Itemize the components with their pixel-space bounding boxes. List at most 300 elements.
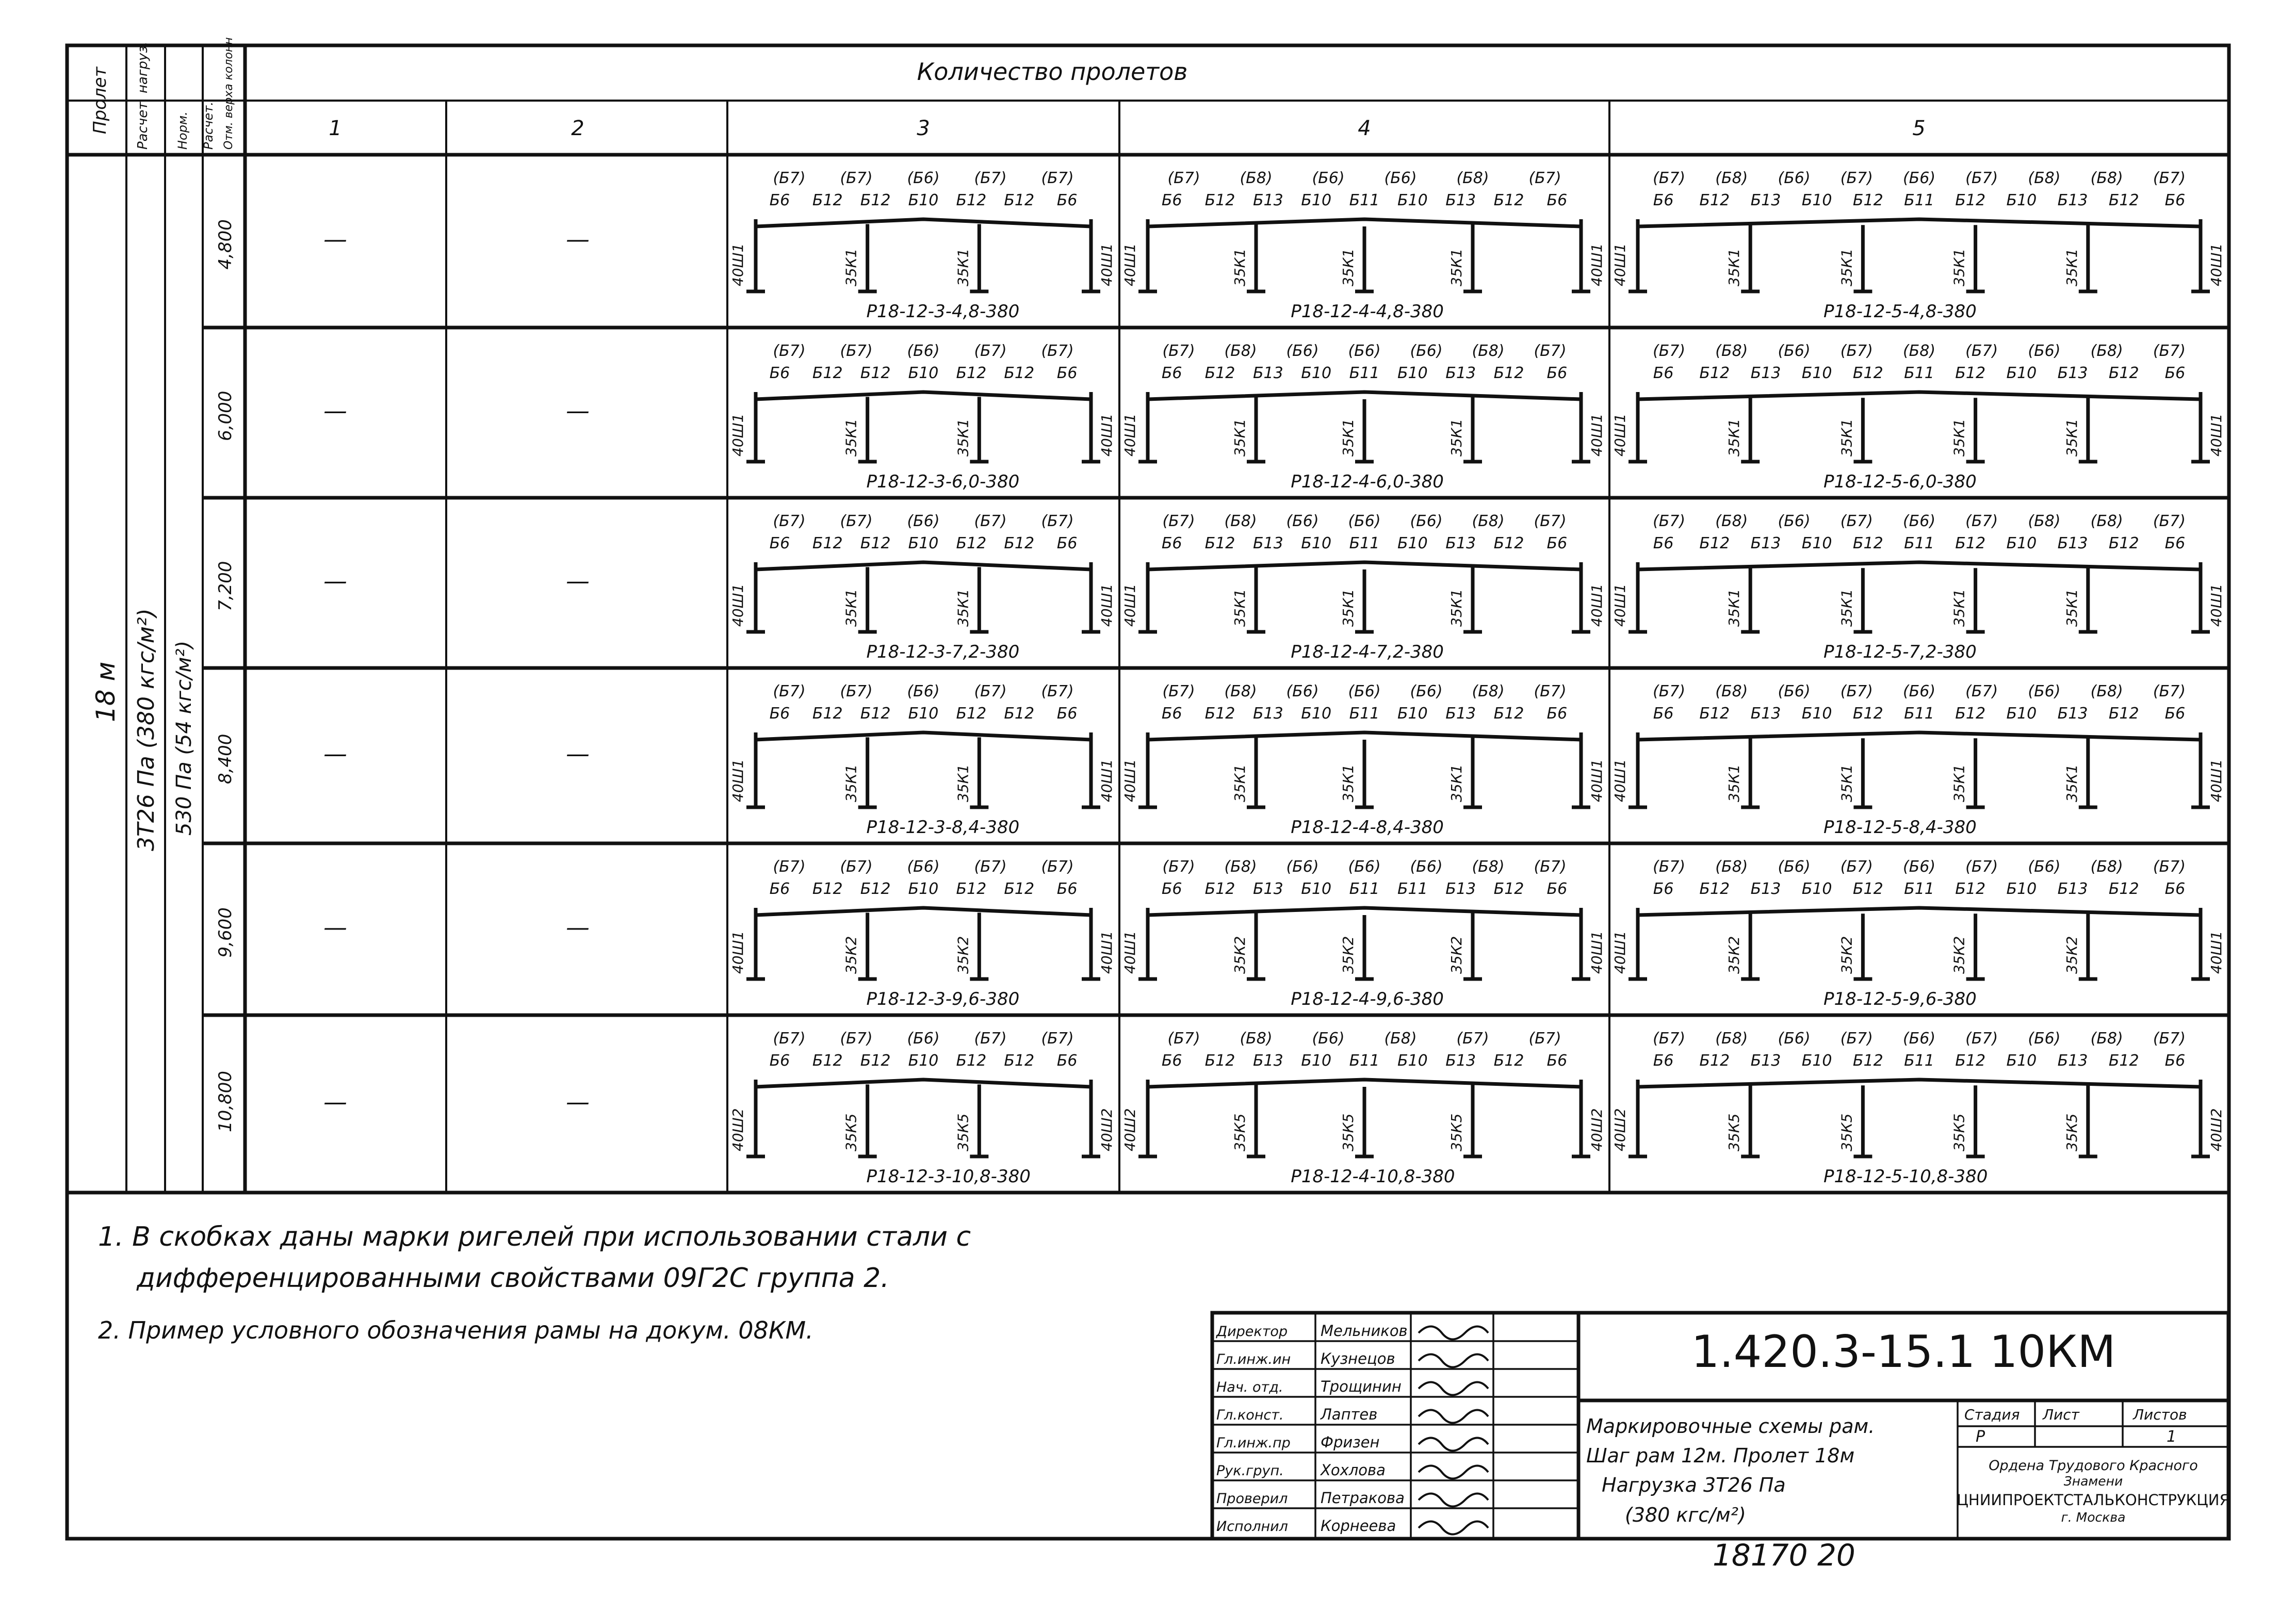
- alt-beam-mark: (Б7): [1840, 1030, 1873, 1048]
- beam-mark: Б10: [1301, 1052, 1332, 1070]
- alt-beam-mark: (Б6): [1778, 858, 1811, 876]
- signature: [1419, 1327, 1488, 1340]
- beam-mark: Б11: [1349, 364, 1380, 382]
- alt-beam-mark: (Б7): [1965, 1030, 1998, 1048]
- org-line-4: г. Москва: [2061, 1510, 2126, 1525]
- beam-mark: Б12: [1493, 364, 1524, 382]
- alt-beam-mark: (Б6): [2028, 682, 2061, 700]
- beam-mark: Б11: [1904, 364, 1934, 382]
- column-mark: 40Ш1: [2208, 243, 2225, 286]
- beam-mark: Б10: [1397, 1052, 1428, 1070]
- alt-beam-mark: (Б6): [2028, 1030, 2061, 1048]
- frame-scheme-4-spans: [1121, 342, 1605, 492]
- alt-beam-mark: (Б6): [1286, 512, 1319, 530]
- row-1: [215, 169, 2225, 322]
- beam-mark: Б10: [2006, 880, 2037, 898]
- alt-beam-mark: (Б7): [2153, 342, 2186, 360]
- beam-mark: Б6: [1653, 534, 1674, 552]
- beam-mark: Б10: [1397, 534, 1428, 552]
- beam-mark: Б6: [1653, 880, 1674, 898]
- beam-mark: Б12: [1493, 534, 1524, 552]
- beam-mark: Б10: [1801, 364, 1832, 382]
- alt-beam-mark: (Б6): [1902, 858, 1936, 876]
- alt-beam-mark: (Б7): [1965, 858, 1998, 876]
- frame-caption: Р18-12-4-8,4-380: [1291, 817, 1444, 838]
- column-mark: 40Ш1: [1098, 413, 1115, 456]
- alt-beam-mark: (Б6): [1902, 1030, 1936, 1048]
- roof-beam: [1638, 562, 2201, 569]
- frame-caption: Р18-12-5-9,6-380: [1823, 989, 1977, 1009]
- beam-mark: Б11: [1397, 880, 1428, 898]
- beam-mark: Б6: [1546, 705, 1568, 723]
- beam-mark: Б12: [860, 364, 891, 382]
- alt-beam-mark: (Б7): [1167, 169, 1200, 187]
- beam-mark: Б6: [1056, 880, 1078, 898]
- beam-mark: Б12: [956, 364, 987, 382]
- beam-mark: Б10: [2006, 1052, 2037, 1070]
- column-mark: 35К1: [1950, 589, 1968, 627]
- alt-beam-mark: (Б6): [907, 512, 940, 530]
- column-mark: 40Ш1: [1588, 931, 1605, 974]
- column-mark: 35К5: [1231, 1113, 1248, 1151]
- empty-cell-1: —: [323, 913, 347, 941]
- beam-mark: Б13: [1445, 191, 1476, 209]
- sheet-label: Лист: [2043, 1406, 2079, 1423]
- signature: [1419, 1438, 1488, 1451]
- column-mark: 35К5: [842, 1113, 860, 1151]
- signer-name: Кузнецов: [1321, 1350, 1395, 1367]
- beam-mark: Б13: [1445, 534, 1476, 552]
- column-mark: 40Ш2: [729, 1108, 746, 1151]
- column-mark: 35К1: [2063, 764, 2080, 802]
- column-mark: 35К5: [1448, 1113, 1465, 1151]
- signer-role: Гл.конст.: [1216, 1407, 1284, 1423]
- beam-mark: Б6: [1056, 191, 1078, 209]
- beam-mark: Б12: [1493, 880, 1524, 898]
- alt-beam-mark: (Б7): [1653, 512, 1686, 530]
- alt-beam-mark: (Б7): [1534, 682, 1567, 700]
- column-mark: 35К1: [1340, 764, 1357, 802]
- beam-mark: Б12: [1004, 191, 1035, 209]
- alt-beam-mark: (Б7): [773, 682, 806, 700]
- alt-beam-mark: (Б8): [1456, 169, 1489, 187]
- alt-beam-mark: (Б7): [2153, 682, 2186, 700]
- alt-beam-mark: (Б7): [1965, 342, 1998, 360]
- alt-beam-mark: (Б6): [907, 1030, 940, 1048]
- column-mark: 35К2: [954, 936, 972, 974]
- frame-caption: Р18-12-5-4,8-380: [1823, 301, 1977, 322]
- beam-mark: Б10: [1301, 364, 1332, 382]
- signer-name: Лаптев: [1321, 1406, 1378, 1423]
- frame-scheme-3-spans: [729, 682, 1115, 838]
- column-mark: 35К1: [1725, 589, 1743, 627]
- column-mark: 35К2: [1231, 936, 1248, 974]
- alt-beam-mark: (Б6): [1312, 1030, 1345, 1048]
- alt-beam-mark: (Б7): [974, 1030, 1007, 1048]
- column-mark: 40Ш1: [2208, 583, 2225, 627]
- alt-beam-mark: (Б6): [1348, 682, 1381, 700]
- frame-scheme-3-spans: [729, 1030, 1115, 1187]
- column-mark: 35К1: [954, 418, 972, 456]
- beam-mark: Б10: [1801, 534, 1832, 552]
- beam-mark: Б12: [1204, 705, 1235, 723]
- alt-beam-mark: (Б7): [1965, 512, 1998, 530]
- column-mark: 40Ш1: [1611, 243, 1629, 286]
- alt-beam-mark: (Б7): [840, 682, 873, 700]
- header-load-calc: Расчет.: [201, 102, 216, 150]
- column-mark: 40Ш1: [1121, 243, 1138, 286]
- frame-caption: Р18-12-4-10,8-380: [1291, 1166, 1455, 1187]
- column-mark: 40Ш1: [729, 413, 746, 456]
- beam-mark: Б12: [1204, 534, 1235, 552]
- alt-beam-mark: (Б8): [1472, 342, 1505, 360]
- beam-mark: Б13: [2057, 1052, 2088, 1070]
- column-mark: 35К1: [1231, 589, 1248, 627]
- signer-role: Директор: [1216, 1324, 1288, 1340]
- column-mark: 40Ш1: [729, 243, 746, 286]
- beam-mark: Б13: [1252, 534, 1283, 552]
- beam-mark: Б6: [2164, 880, 2186, 898]
- beam-mark: Б6: [2164, 364, 2186, 382]
- column-mark: 35К1: [1448, 418, 1465, 456]
- column-mark: 35К1: [1838, 764, 1855, 802]
- alt-beam-mark: (Б7): [1840, 169, 1873, 187]
- load-norm-value: 3Т26 Па (380 кгс/м²): [133, 608, 159, 851]
- empty-cell-1: —: [323, 225, 347, 253]
- alt-beam-mark: (Б7): [2153, 512, 2186, 530]
- beam-mark: Б13: [1750, 880, 1781, 898]
- alt-beam-mark: (Б7): [974, 858, 1007, 876]
- beam-mark: Б10: [1801, 705, 1832, 723]
- column-mark: 35К2: [1838, 936, 1855, 974]
- alt-beam-mark: (Б7): [1965, 682, 1998, 700]
- empty-cell-2: —: [566, 1088, 590, 1116]
- beam-mark: Б10: [1301, 705, 1332, 723]
- alt-beam-mark: (Б7): [1041, 858, 1074, 876]
- column-mark: 35К1: [842, 764, 860, 802]
- beam-mark: Б10: [1301, 880, 1332, 898]
- alt-beam-mark: (Б8): [1715, 1030, 1748, 1048]
- alt-beam-mark: (Б7): [2153, 169, 2186, 187]
- alt-beam-mark: (Б6): [1410, 512, 1443, 530]
- height-label: 10,800: [215, 1071, 236, 1132]
- beam-mark: Б11: [1904, 705, 1934, 723]
- column-mark: 35К1: [2063, 589, 2080, 627]
- alt-beam-mark: (Б8): [1224, 858, 1257, 876]
- frame-caption: Р18-12-5-7,2-380: [1823, 642, 1977, 662]
- span-count-5: 5: [1912, 117, 1926, 140]
- alt-beam-mark: (Б8): [1715, 682, 1748, 700]
- alt-beam-mark: (Б7): [1840, 682, 1873, 700]
- frame-caption: Р18-12-3-6,0-380: [866, 471, 1020, 492]
- beam-mark: Б6: [2164, 705, 2186, 723]
- column-mark: 35К5: [1340, 1113, 1357, 1151]
- beam-mark: Б6: [1161, 534, 1182, 552]
- alt-beam-mark: (Б7): [1528, 1030, 1561, 1048]
- roof-beam: [1148, 908, 1581, 915]
- column-mark: 35К1: [1448, 589, 1465, 627]
- beam-mark: Б12: [1004, 534, 1035, 552]
- empty-cell-1: —: [323, 1088, 347, 1116]
- signer-name: Мельников: [1321, 1322, 1408, 1340]
- frame-scheme-4-spans: [1121, 682, 1605, 838]
- column-mark: 40Ш1: [729, 759, 746, 802]
- frame-scheme-4-spans: [1121, 1030, 1605, 1187]
- signer-name: Фризен: [1321, 1433, 1380, 1451]
- alt-beam-mark: (Б8): [2090, 858, 2123, 876]
- alt-beam-mark: (Б7): [1840, 512, 1873, 530]
- column-mark: 35К1: [2063, 418, 2080, 456]
- beam-mark: Б13: [1445, 364, 1476, 382]
- beam-mark: Б13: [1445, 705, 1476, 723]
- beam-mark: Б12: [812, 1052, 843, 1070]
- beam-mark: Б10: [1301, 534, 1332, 552]
- roof-beam: [1148, 392, 1581, 399]
- frame-caption: Р18-12-5-10,8-380: [1823, 1166, 1988, 1187]
- beam-mark: Б12: [2108, 534, 2139, 552]
- empty-cell-1: —: [323, 567, 347, 595]
- column-mark: 35К1: [1838, 248, 1855, 286]
- column-mark: 40Ш1: [1588, 583, 1605, 627]
- alt-beam-mark: (Б7): [773, 512, 806, 530]
- signer-name: Корнеева: [1321, 1517, 1396, 1535]
- signer-name: Трощинин: [1321, 1378, 1402, 1395]
- beam-mark: Б11: [1349, 880, 1380, 898]
- beam-mark: Б13: [1252, 705, 1283, 723]
- column-mark: 40Ш1: [1588, 243, 1605, 286]
- alt-beam-mark: (Б7): [840, 858, 873, 876]
- alt-beam-mark: (Б7): [1456, 1030, 1489, 1048]
- alt-beam-mark: (Б8): [2028, 512, 2061, 530]
- alt-beam-mark: (Б6): [1778, 342, 1811, 360]
- column-mark: 40Ш1: [1098, 243, 1115, 286]
- beam-mark: Б12: [860, 191, 891, 209]
- beam-mark: Б12: [1493, 191, 1524, 209]
- beam-mark: Б6: [1161, 364, 1182, 382]
- alt-beam-mark: (Б7): [840, 1030, 873, 1048]
- alt-beam-mark: (Б8): [1715, 169, 1748, 187]
- frame-caption: Р18-12-4-9,6-380: [1291, 989, 1444, 1009]
- beam-mark: Б12: [1699, 705, 1730, 723]
- alt-beam-mark: (Б7): [773, 858, 806, 876]
- beam-mark: Б11: [1349, 1052, 1380, 1070]
- alt-beam-mark: (Б8): [2090, 342, 2123, 360]
- column-mark: 35К1: [2063, 248, 2080, 286]
- alt-beam-mark: (Б7): [1840, 858, 1873, 876]
- beam-mark: Б12: [1699, 1052, 1730, 1070]
- beam-mark: Б13: [2057, 191, 2088, 209]
- roof-beam: [1638, 732, 2201, 740]
- beam-mark: Б6: [1056, 705, 1078, 723]
- empty-cell-2: —: [566, 740, 590, 768]
- signature: [1419, 1494, 1488, 1507]
- beam-mark: Б11: [1904, 191, 1934, 209]
- frame-caption: Р18-12-4-7,2-380: [1291, 642, 1444, 662]
- alt-beam-mark: (Б8): [2090, 1030, 2123, 1048]
- column-mark: 35К1: [1340, 418, 1357, 456]
- frame-caption: Р18-12-3-9,6-380: [866, 989, 1020, 1009]
- empty-cell-2: —: [566, 567, 590, 595]
- column-mark: 40Ш2: [1611, 1108, 1629, 1151]
- beam-mark: Б12: [860, 1052, 891, 1070]
- alt-beam-mark: (Б7): [1162, 342, 1195, 360]
- org-line-1: Ордена Трудового Красного: [1989, 1458, 2198, 1474]
- beam-mark: Б12: [860, 705, 891, 723]
- alt-beam-mark: (Б7): [2153, 858, 2186, 876]
- alt-beam-mark: (Б7): [974, 682, 1007, 700]
- beam-mark: Б13: [1750, 1052, 1781, 1070]
- beam-mark: Б6: [769, 880, 790, 898]
- alt-beam-mark: (Б7): [773, 1030, 806, 1048]
- column-mark: 35К1: [1231, 764, 1248, 802]
- beam-mark: Б13: [1750, 534, 1781, 552]
- roof-beam: [756, 219, 1091, 226]
- alt-beam-mark: (Б8): [2090, 169, 2123, 187]
- beam-mark: Б12: [1955, 191, 1986, 209]
- alt-beam-mark: (Б7): [1041, 169, 1074, 187]
- beam-mark: Б13: [1252, 1052, 1283, 1070]
- column-mark: 35К1: [954, 764, 972, 802]
- beam-mark: Б12: [860, 880, 891, 898]
- beam-mark: Б6: [1546, 191, 1568, 209]
- beam-mark: Б13: [1252, 191, 1283, 209]
- alt-beam-mark: (Б7): [1965, 169, 1998, 187]
- column-mark: 40Ш1: [2208, 759, 2225, 802]
- signature: [1419, 1410, 1488, 1423]
- beam-mark: Б12: [812, 534, 843, 552]
- alt-beam-mark: (Б8): [2028, 169, 2061, 187]
- alt-beam-mark: (Б7): [974, 512, 1007, 530]
- alt-beam-mark: (Б6): [1286, 858, 1319, 876]
- beam-mark: Б12: [956, 705, 987, 723]
- signer-role: Исполнил: [1216, 1519, 1288, 1535]
- beam-mark: Б13: [1252, 880, 1283, 898]
- header-height: Отм. верха колонн: [222, 37, 235, 150]
- frame-scheme-4-spans: [1121, 512, 1605, 662]
- beam-mark: Б12: [2108, 880, 2139, 898]
- roof-beam: [1638, 392, 2201, 399]
- sheets-label: Листов: [2133, 1406, 2187, 1423]
- frame-caption: Р18-12-5-6,0-380: [1823, 471, 1977, 492]
- beam-mark: Б12: [1004, 1052, 1035, 1070]
- beam-mark: Б10: [908, 1052, 939, 1070]
- signer-role: Нач. отд.: [1216, 1379, 1283, 1395]
- header-load: Расчет. нагруз.: [135, 41, 151, 150]
- beam-mark: Б10: [1301, 191, 1332, 209]
- column-mark: 40Ш1: [729, 931, 746, 974]
- alt-beam-mark: (Б7): [1162, 512, 1195, 530]
- alt-beam-mark: (Б8): [1472, 858, 1505, 876]
- signers-table: [1212, 1322, 1578, 1535]
- frame-caption: Р18-12-4-6,0-380: [1291, 471, 1444, 492]
- spans-count-title: Количество пролетов: [917, 58, 1188, 86]
- alt-beam-mark: (Б7): [1534, 342, 1567, 360]
- frame-caption: Р18-12-5-8,4-380: [1823, 817, 1977, 838]
- alt-beam-mark: (Б7): [1653, 1030, 1686, 1048]
- roof-beam: [756, 908, 1091, 915]
- note-2: 2. Пример условного обозначения рамы на докум. 08КМ.: [98, 1316, 813, 1344]
- column-mark: 40Ш2: [1098, 1108, 1115, 1151]
- alt-beam-mark: (Б7): [1041, 682, 1074, 700]
- alt-beam-mark: (Б6): [2028, 342, 2061, 360]
- signer-role: Гл.инж.ин: [1216, 1351, 1291, 1367]
- beam-mark: Б13: [1750, 191, 1781, 209]
- column-mark: 40Ш1: [1611, 413, 1629, 456]
- column-mark: 35К1: [1725, 418, 1743, 456]
- doc-code: 1.420.3-15.1 10КМ: [1691, 1326, 2116, 1378]
- alt-beam-mark: (Б7): [1534, 512, 1567, 530]
- frame-caption: Р18-12-3-4,8-380: [866, 301, 1020, 322]
- alt-beam-mark: (Б7): [1534, 858, 1567, 876]
- signer-role: Рук.груп.: [1216, 1463, 1284, 1479]
- beam-mark: Б10: [908, 880, 939, 898]
- beam-mark: Б12: [812, 364, 843, 382]
- beam-mark: Б6: [769, 534, 790, 552]
- roof-beam: [1148, 1080, 1581, 1087]
- column-mark: 40Ш1: [1611, 931, 1629, 974]
- title-line-2: Шаг рам 12м. Пролет 18м: [1586, 1444, 1855, 1467]
- beam-mark: Б11: [1904, 534, 1934, 552]
- span-value: 18 м: [91, 661, 121, 722]
- span-count-2: 2: [571, 117, 584, 140]
- beam-mark: Б12: [1955, 880, 1986, 898]
- beam-mark: Б11: [1904, 1052, 1934, 1070]
- stage-value: Р: [1976, 1428, 1985, 1446]
- beam-mark: Б13: [1750, 364, 1781, 382]
- beam-mark: Б10: [1397, 705, 1428, 723]
- roof-beam: [756, 1080, 1091, 1087]
- frame-scheme-3-spans: [729, 858, 1115, 1009]
- alt-beam-mark: (Б7): [1653, 682, 1686, 700]
- alt-beam-mark: (Б6): [1312, 169, 1345, 187]
- beam-mark: Б6: [1161, 1052, 1182, 1070]
- alt-beam-mark: (Б6): [907, 858, 940, 876]
- beam-mark: Б12: [1955, 364, 1986, 382]
- org-line-2: Знамени: [2063, 1474, 2123, 1489]
- span-count-4: 4: [1358, 117, 1371, 140]
- beam-mark: Б12: [860, 534, 891, 552]
- roof-beam: [1638, 219, 2201, 226]
- column-mark: 35К1: [1950, 764, 1968, 802]
- beam-mark: Б11: [1904, 880, 1934, 898]
- note-1: 1. В скобках даны марки ригелей при использовании стали с: [98, 1221, 971, 1252]
- beam-mark: Б10: [2006, 191, 2037, 209]
- alt-beam-mark: (Б8): [1715, 512, 1748, 530]
- header-span: Пролет: [90, 67, 110, 134]
- empty-cell-1: —: [323, 397, 347, 425]
- column-mark: 40Ш2: [1588, 1108, 1605, 1151]
- beam-mark: Б13: [2057, 705, 2088, 723]
- alt-beam-mark: (Б6): [1778, 169, 1811, 187]
- beam-mark: Б6: [1653, 705, 1674, 723]
- beam-mark: Б12: [1699, 534, 1730, 552]
- alt-beam-mark: (Б7): [1528, 169, 1561, 187]
- beam-mark: Б10: [2006, 534, 2037, 552]
- roof-beam: [756, 392, 1091, 399]
- alt-beam-mark: (Б6): [2028, 858, 2061, 876]
- beam-mark: Б6: [769, 705, 790, 723]
- alt-beam-mark: (Б6): [1410, 682, 1443, 700]
- alt-beam-mark: (Б6): [1348, 342, 1381, 360]
- alt-beam-mark: (Б7): [1162, 682, 1195, 700]
- column-mark: 35К5: [1950, 1113, 1968, 1151]
- beam-mark: Б12: [956, 534, 987, 552]
- alt-beam-mark: (Б8): [1240, 169, 1273, 187]
- beam-mark: Б6: [1161, 705, 1182, 723]
- frame-scheme-3-spans: [729, 512, 1115, 662]
- frame-scheme-5-spans: [1611, 512, 2225, 662]
- column-mark: 40Ш1: [1121, 413, 1138, 456]
